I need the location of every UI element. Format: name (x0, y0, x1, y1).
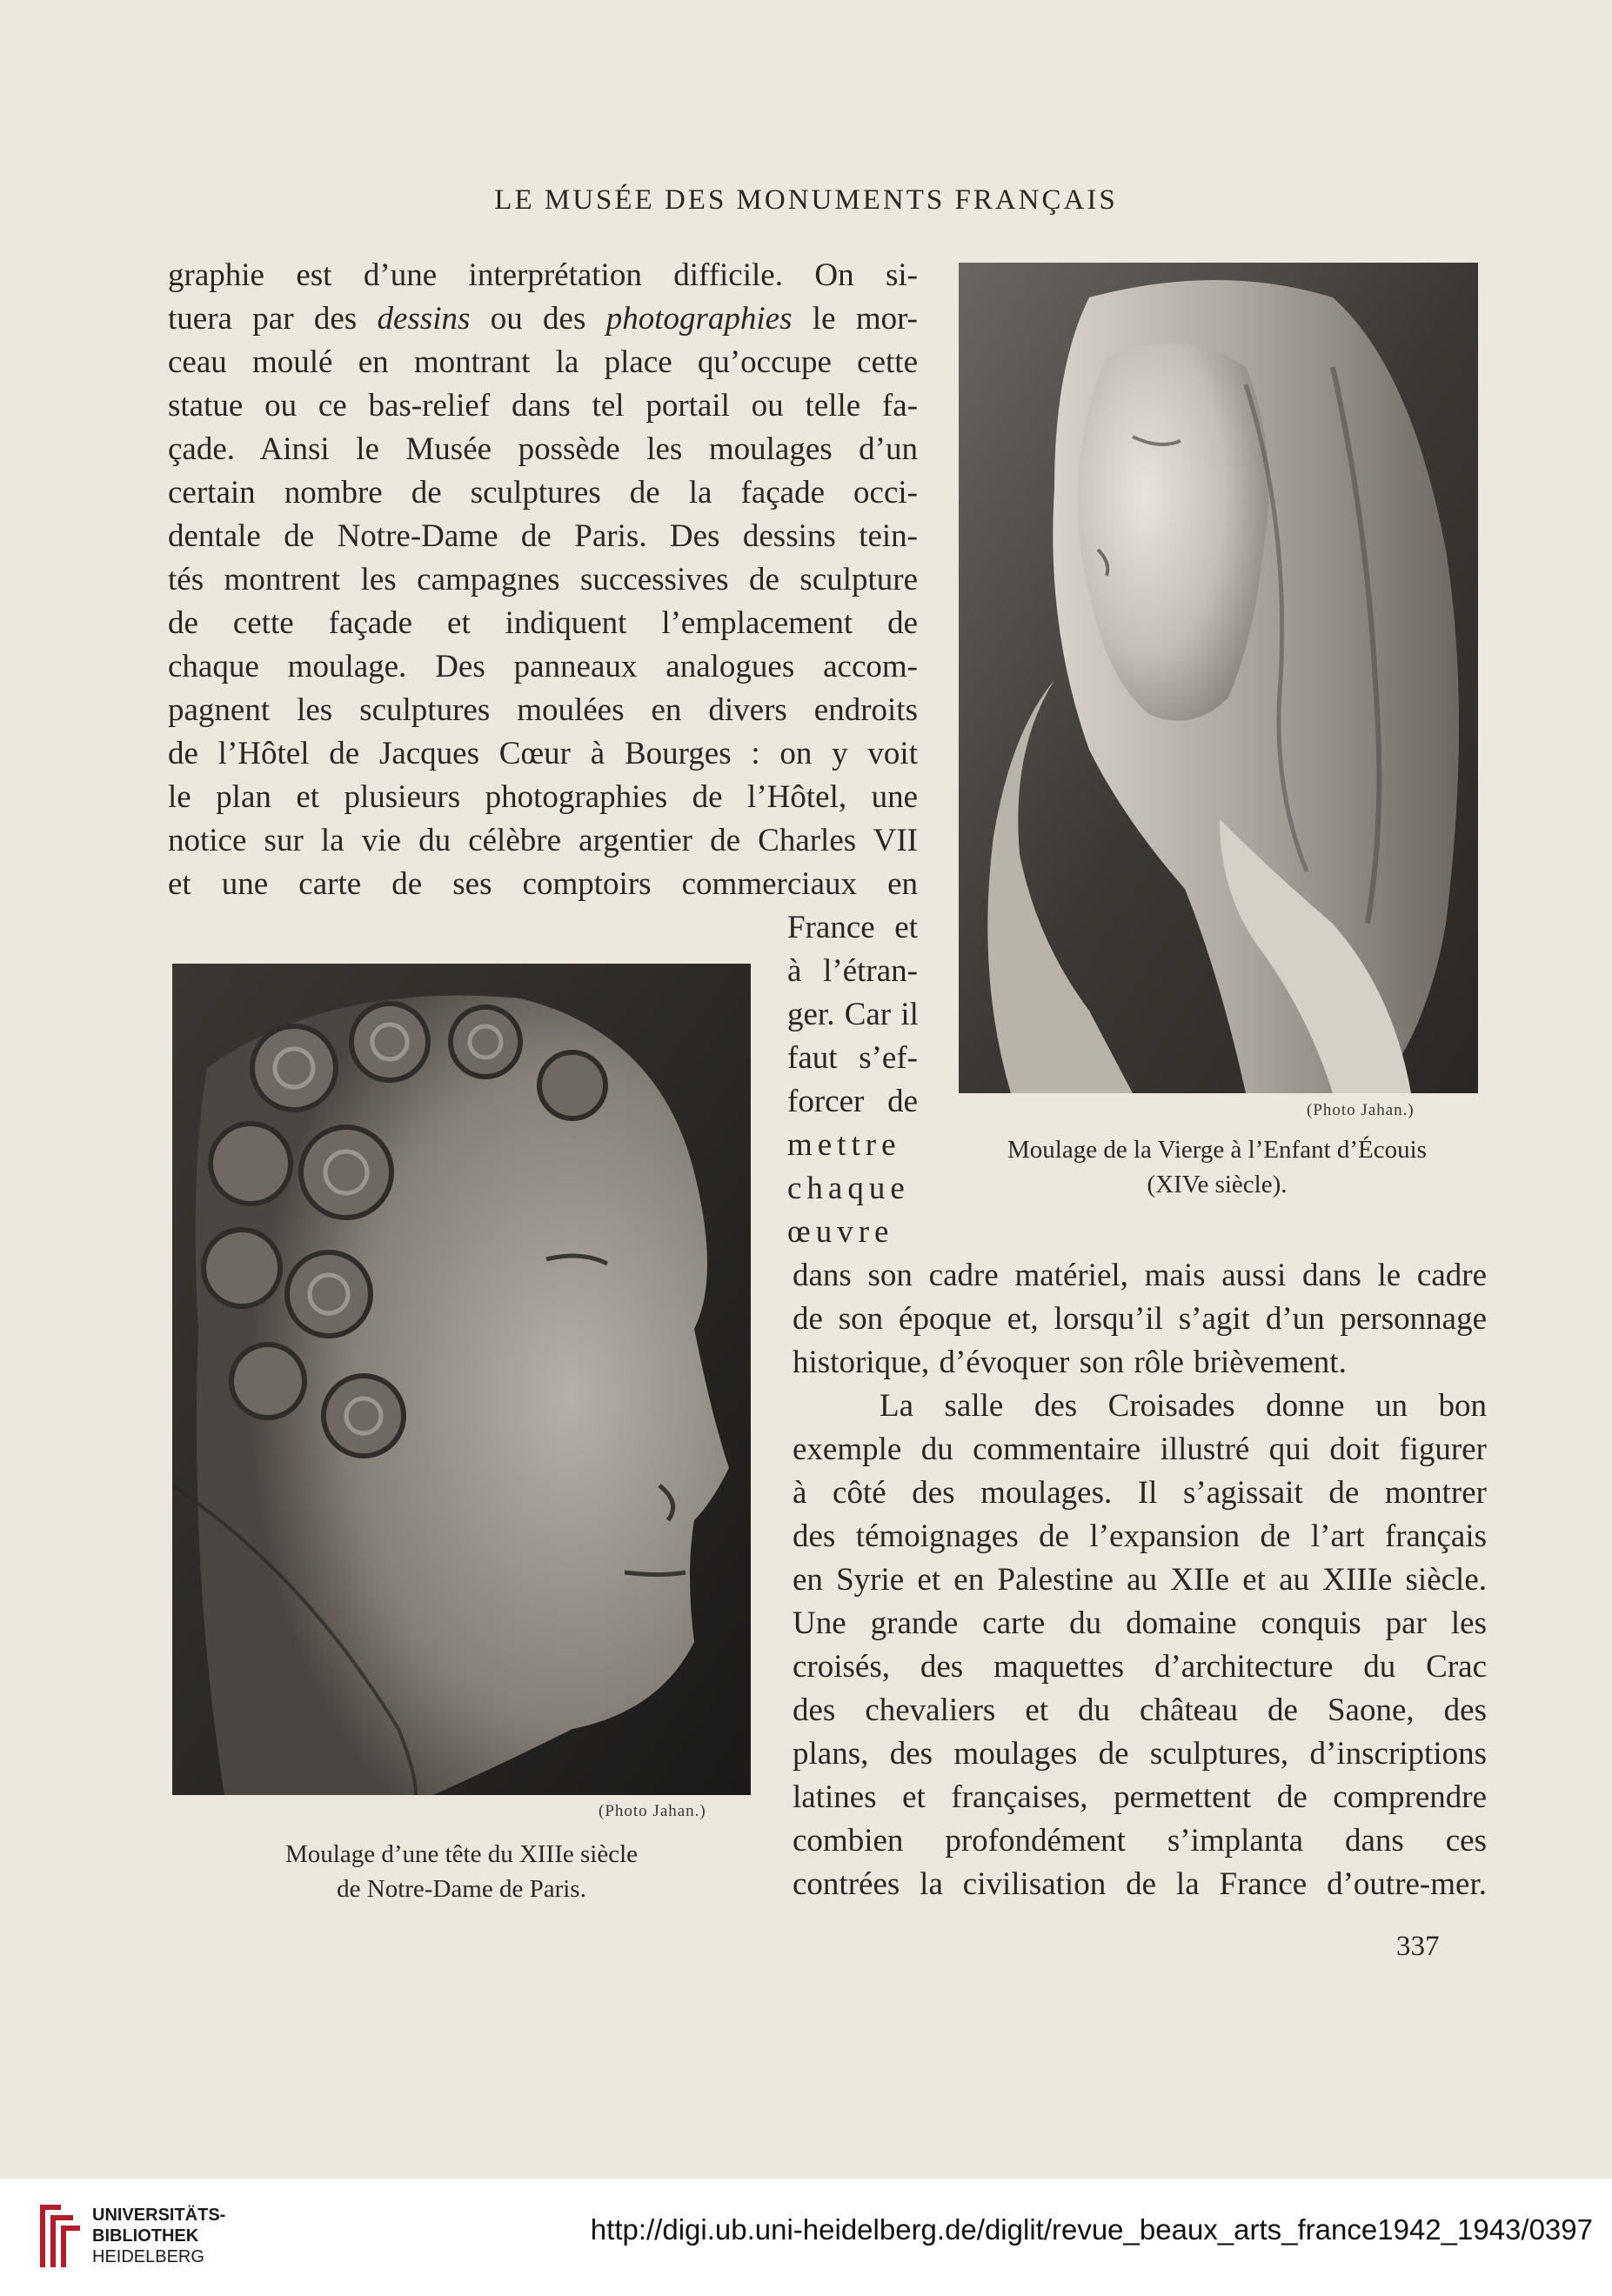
text-line: chaque moulage. Des panneaux analogues accom- (168, 649, 918, 684)
text-line: à l’étran- (787, 953, 918, 989)
text-line: France et (787, 910, 918, 945)
text-line: notice sur la vie du célèbre argentier de Charles VII (168, 823, 918, 858)
text-line: dentale de Notre-Dame de Paris. Des dessins tein- (168, 518, 918, 554)
text-line: tuera par des dessins ou des photographies le mor- (168, 301, 918, 337)
text-line: pagnent les sculptures moulées en divers endroits (168, 692, 918, 728)
text-line: ceau moulé en montrant la place qu’occupe cette (168, 344, 918, 380)
italic-photographies: photographies (605, 301, 793, 337)
text-line: plans, des moulages de sculptures, d’inscriptions (793, 1736, 1487, 1772)
text-line: mettre (787, 1127, 901, 1163)
text-line: et une carte de ses comptoirs commerciaux en (168, 866, 918, 902)
text-line: le plan et plusieurs photographies de l’Hôtel, une (168, 779, 918, 815)
text-line: certain nombre de sculptures de la façade occi- (168, 475, 918, 511)
library-name: UNIVERSITÄTS- BIBLIOTHEK HEIDELBERG (92, 2206, 226, 2266)
head-caption: Moulage d’une tête du XIIIe siècle de Notre-Dame de Paris. (284, 1840, 639, 1903)
text-line: à côté des moulages. Il s’agissait de montrer (793, 1475, 1487, 1511)
text-line: statue ou ce bas-relief dans tel portail ou telle fa- (168, 388, 918, 424)
text-line: de son époque et, lorsqu’il s’agit d’un personnage (793, 1301, 1487, 1337)
source-url-link[interactable]: http://digi.ub.uni-heidelberg.de/diglit/revue_beaux_arts_france1942_1943/0397 (590, 2213, 1593, 2246)
text-line: de l’Hôtel de Jacques Cœur à Bourges : on y voit (168, 736, 918, 771)
text-line: chaque (787, 1171, 910, 1206)
italic-dessins: dessins (377, 301, 471, 337)
text-line: historique, d’évoquer son rôle brièvement. (793, 1345, 1347, 1380)
text-line: en Syrie et en Palestine au XIIe et au XIIIe siècle. (793, 1562, 1487, 1598)
text-line: croisés, des maquettes d’architecture du Crac (793, 1649, 1487, 1685)
head-photo (172, 964, 751, 1795)
text-line: combien profondément s’implanta dans ces (793, 1823, 1487, 1859)
head-photo-credit: (Photo Jahan.) (599, 1802, 706, 1820)
text-line: Une grande carte du domaine conquis par les (793, 1605, 1487, 1641)
virgin-photo-credit: (Photo Jahan.) (1307, 1101, 1415, 1119)
text-line: œuvre (787, 1214, 894, 1250)
text-line: La salle des Croisades donne un bon (880, 1388, 1487, 1424)
text-line: tés montrent les campagnes successives de sculpture (168, 562, 918, 597)
text-line: des chevaliers et du château de Saone, des (793, 1692, 1487, 1728)
virgin-photo (959, 263, 1478, 1093)
text-line: latines et françaises, permettent de comprendre (793, 1779, 1487, 1815)
page-number: 337 (1396, 1931, 1440, 1962)
text-line: dans son cadre matériel, mais aussi dans le cadre (793, 1258, 1487, 1293)
text-line: exemple du commentaire illustré qui doit figurer (793, 1432, 1487, 1467)
text-line: de cette façade et indiquent l’emplacement de (168, 605, 918, 641)
virgin-caption: Moulage de la Vierge à l’Enfant d’Écouis (XIVe siècle). (1007, 1136, 1427, 1198)
text-line: graphie est d’une interprétation difficile. On si- (168, 257, 918, 293)
running-head: LE MUSÉE DES MONUMENTS FRANÇAIS (494, 184, 1118, 216)
text-line: forcer de (787, 1084, 918, 1119)
text-line: des témoignages de l’expansion de l’art français (793, 1518, 1487, 1554)
footer (0, 2179, 1612, 2296)
library-logo-icon (35, 2198, 84, 2274)
text-line: çade. Ainsi le Musée possède les moulages d’un (168, 431, 918, 467)
text-line: faut s’ef- (787, 1040, 918, 1076)
text-line: ger. Car il (787, 997, 919, 1032)
text-line: contrées la civilisation de la France d’outre-mer. (793, 1866, 1487, 1902)
